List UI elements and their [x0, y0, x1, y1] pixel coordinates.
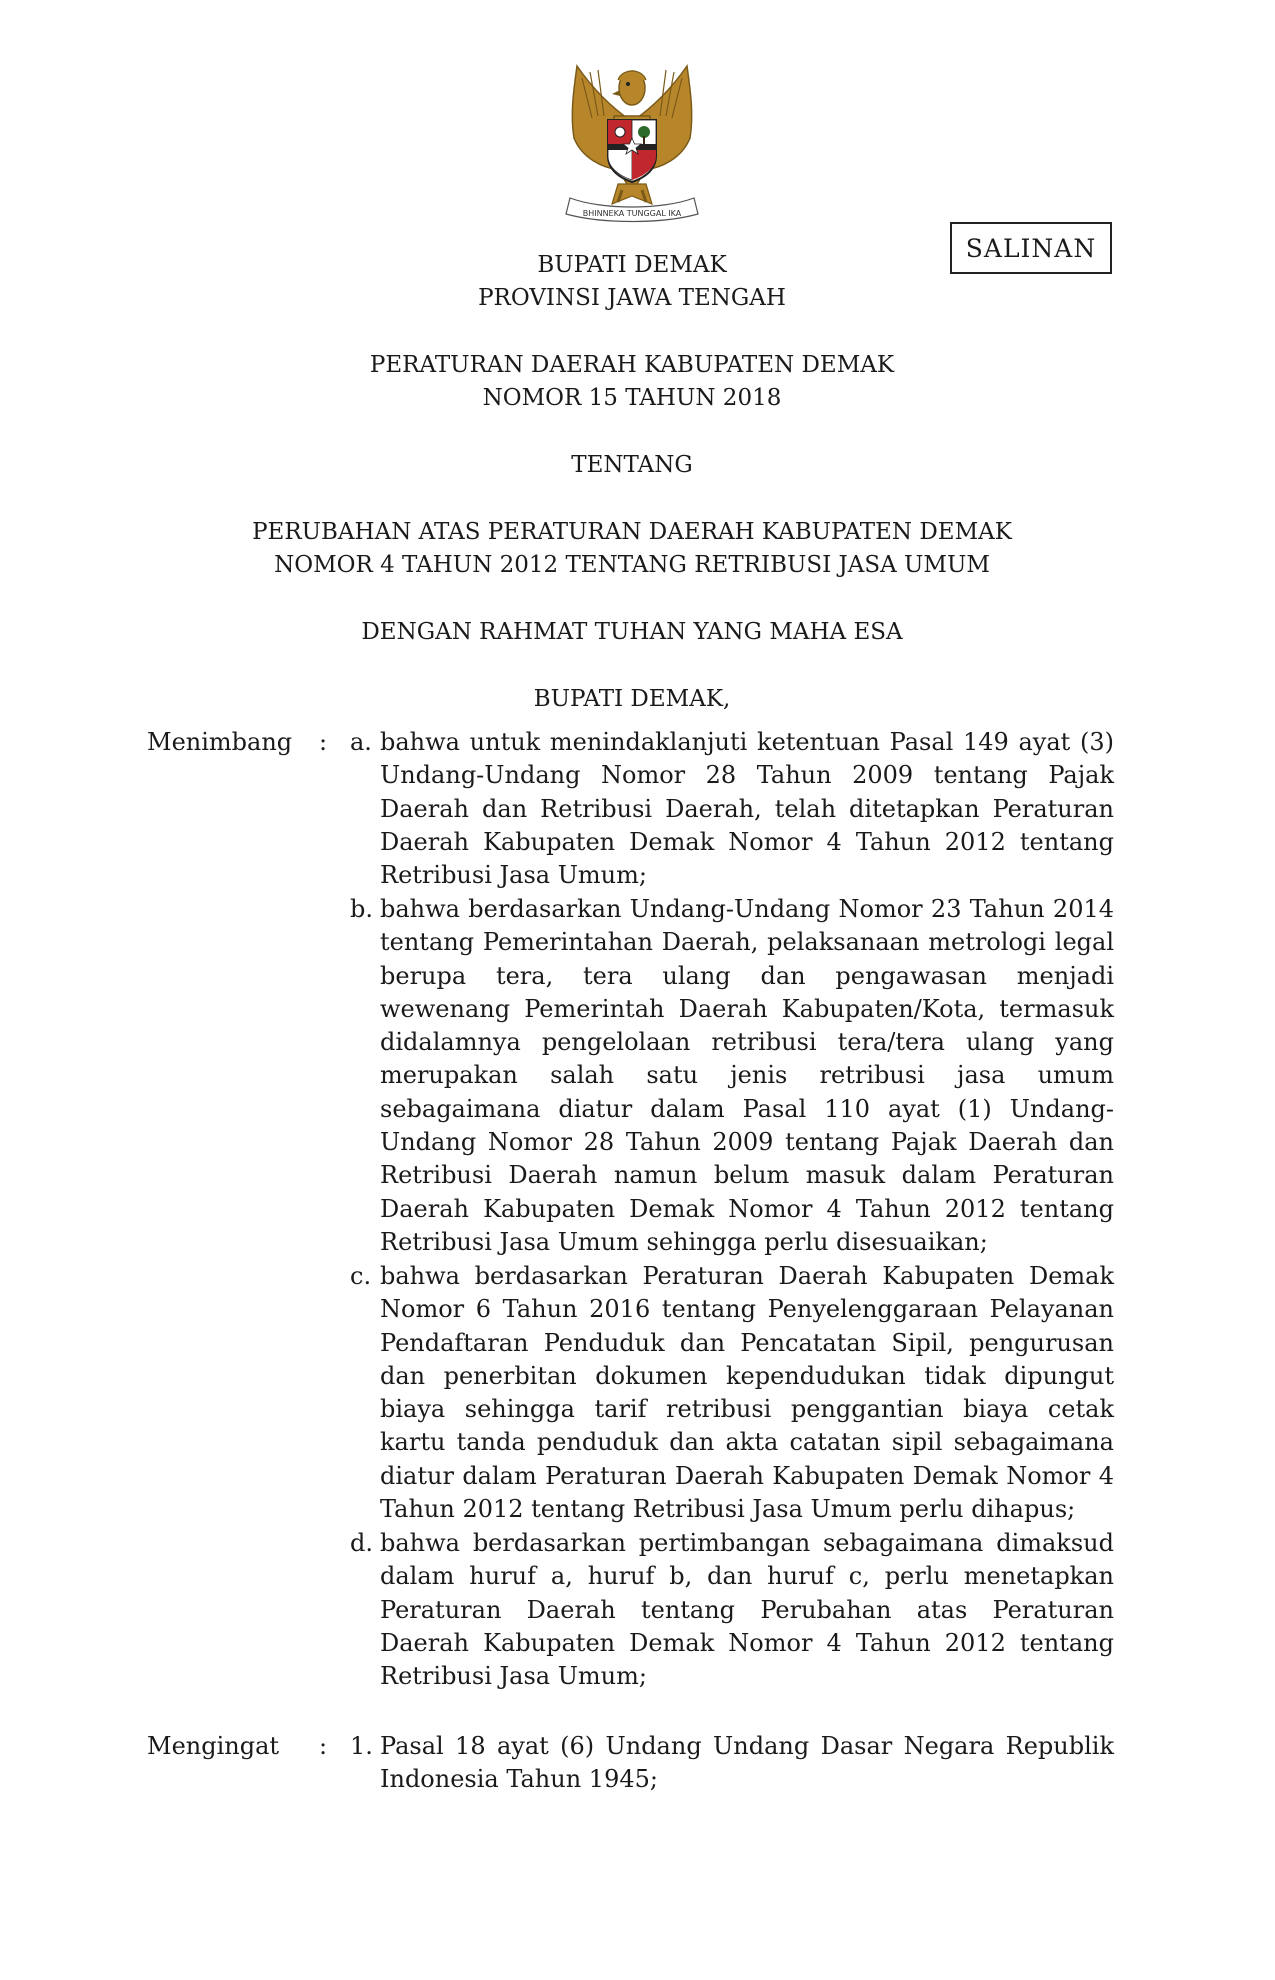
item-marker: 1. — [350, 1732, 373, 1760]
authority-heading: BUPATI DEMAK, — [533, 686, 731, 712]
subject-line-2: NOMOR 4 TAHUN 2012 TENTANG RETRIBUSI JASA UMUM — [274, 552, 990, 578]
svg-text:BHINNEKA TUNGGAL IKA: BHINNEKA TUNGGAL IKA — [582, 209, 682, 218]
menimbang-item-c: bahwa berdasarkan Peraturan Daerah Kabupaten Demak Nomor 6 Tahun 2016 tentang Penyelenggaraan Pelayanan Pendaftaran Penduduk dan Pencatatan Sipil, pengurusan dan penerbitan dokumen kependudukan tidak dipungut biaya sehingga tarif retribusi penggantian biaya cetak kartu tanda penduduk dan akta catatan sipil sebagaimana diatur dalam Peraturan Daerah Kabupaten Demak Nomor 4 Tahun 2012 tentang Retribusi Jasa Umum perlu dihapus; — [380, 1262, 1114, 1524]
tentang-heading: TENTANG — [571, 452, 693, 478]
menimbang-colon: : — [319, 728, 328, 756]
item-marker: b. — [350, 895, 373, 923]
menimbang-label: Menimbang — [147, 728, 293, 756]
regulation-number: NOMOR 15 TAHUN 2018 — [482, 385, 782, 411]
item-marker: c. — [350, 1262, 372, 1290]
salinan-stamp: SALINAN — [950, 222, 1112, 274]
issuer-title: BUPATI DEMAK — [537, 252, 727, 278]
mengingat-item-1: Pasal 18 ayat (6) Undang Undang Dasar Negara Republik Indonesia Tahun 1945; — [380, 1732, 1114, 1794]
regulation-title: PERATURAN DAERAH KABUPATEN DEMAK — [369, 352, 895, 378]
menimbang-item-a: bahwa untuk menindaklanjuti ketentuan Pasal 149 ayat (3) Undang-Undang Nomor 28 Tahun 2009 tentang Pajak Daerah dan Retribusi Daerah, telah ditetapkan Peraturan Daerah Kabupaten Demak Nomor 4 Tahun 2012 tentang Retribusi Jasa Umum; — [380, 728, 1114, 890]
menimbang-item-d: bahwa berdasarkan pertimbangan sebagaimana dimaksud dalam huruf a, huruf b, dan huruf c, perlu menetapkan Peraturan Daerah tentang Perubahan atas Peraturan Daerah Kabupaten Demak Nomor 4 Tahun 2012 tentang Retribusi Jasa Umum; — [380, 1529, 1114, 1691]
preamble: DENGAN RAHMAT TUHAN YANG MAHA ESA — [361, 619, 903, 645]
item-marker: a. — [350, 728, 372, 756]
subject-line-1: PERUBAHAN ATAS PERATURAN DAERAH KABUPATEN DEMAK — [252, 519, 1012, 545]
garuda-pancasila-emblem-icon — [552, 58, 712, 228]
item-marker: d. — [350, 1529, 373, 1557]
mengingat-colon: : — [319, 1732, 328, 1760]
menimbang-item-b: bahwa berdasarkan Undang-Undang Nomor 23 Tahun 2014 tentang Pemerintahan Daerah, pelaksanaan metrologi legal berupa tera, tera ulang dan pengawasan menjadi wewenang Pemerintah Daerah Kabupaten/Kota, termasuk didalamnya pengelolaan retribusi tera/tera ulang yang merupakan salah satu jenis retribusi jasa umum sebagaimana diatur dalam Pasal 110 ayat (1) Undang-Undang Nomor 28 Tahun 2009 tentang Pajak Daerah dan Retribusi Daerah namun belum masuk dalam Peraturan Daerah Kabupaten Demak Nomor 4 Tahun 2012 tentang Retribusi Jasa Umum sehingga perlu disesuaikan; — [380, 895, 1114, 1256]
mengingat-label: Mengingat — [147, 1732, 280, 1760]
issuer-province: PROVINSI JAWA TENGAH — [478, 285, 786, 311]
